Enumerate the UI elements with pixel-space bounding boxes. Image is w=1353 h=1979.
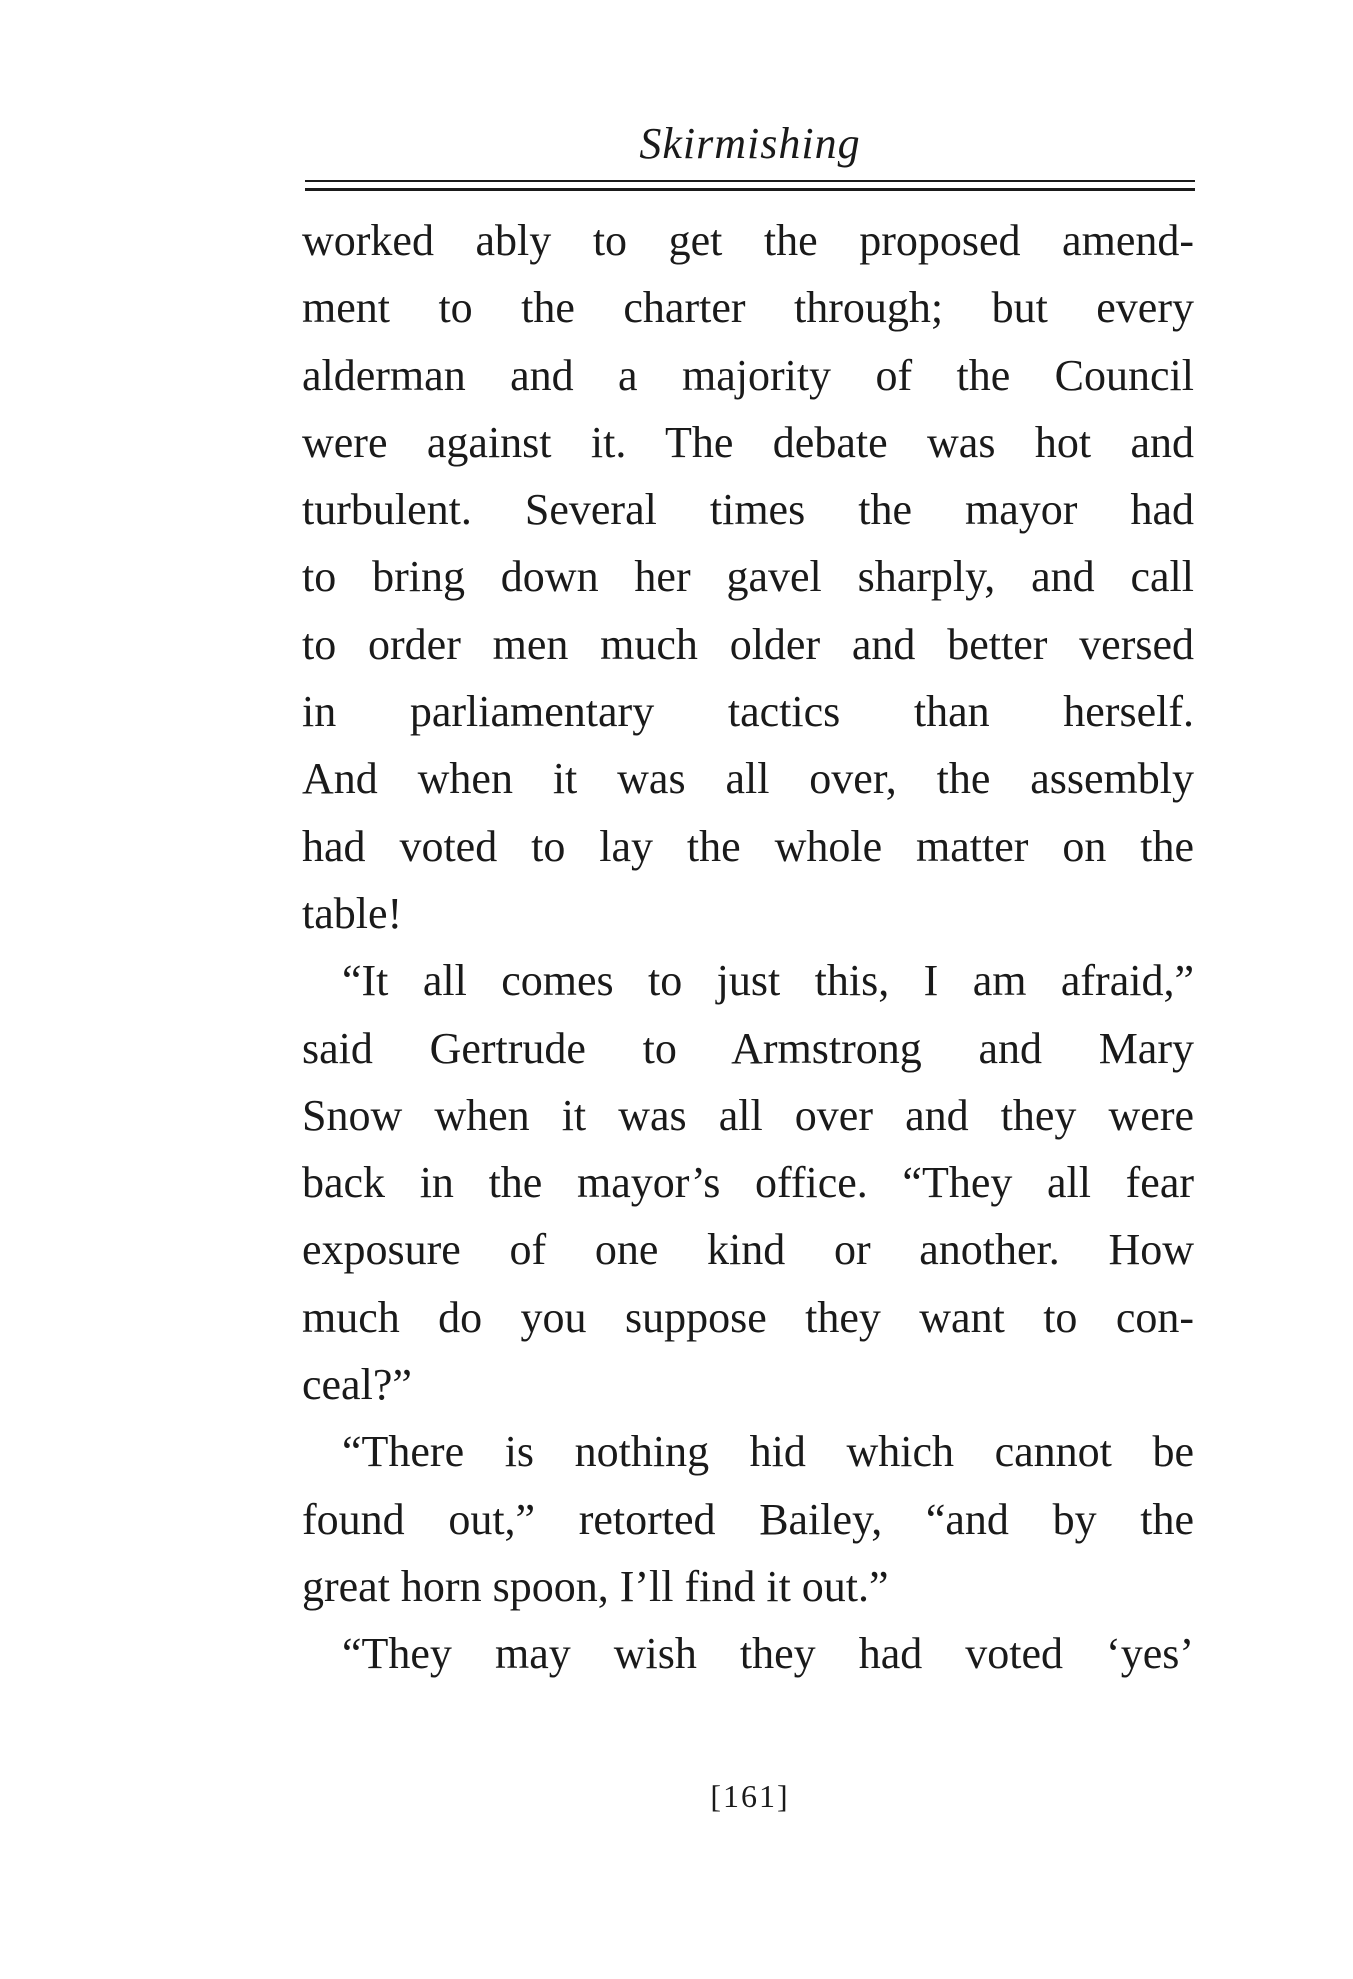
text-line: ment to the charter through; but every <box>302 283 1194 333</box>
text-line: turbulent. Several times the mayor had <box>302 485 1194 535</box>
text-line: to bring down her gavel sharply, and call <box>302 552 1194 602</box>
text-line: worked ably to get the proposed amend- <box>302 216 1194 265</box>
text-line: great horn spoon, I’ll find it out.” <box>302 1561 889 1611</box>
text-line: much do you suppose they want to con- <box>302 1292 1194 1342</box>
text-line: Snow when it was all over and they were <box>302 1090 1194 1140</box>
text-line: alderman and a majority of the Council <box>302 350 1194 400</box>
text-line: to order men much older and better versed <box>302 619 1194 669</box>
text-line: back in the mayor’s office. “They all fear <box>302 1158 1194 1208</box>
header-rule-bottom <box>305 188 1195 191</box>
text-line: “They may wish they had voted ‘yes’ <box>342 1629 1194 1679</box>
text-line: were against it. The debate was hot and <box>302 417 1194 467</box>
header-rule-top <box>305 180 1195 182</box>
text-line: said Gertrude to Armstrong and Mary <box>302 1023 1194 1073</box>
text-line: ceal?” <box>302 1360 412 1410</box>
text-line: had voted to lay the whole matter on the <box>302 821 1194 871</box>
running-head: Skirmishing <box>639 119 861 168</box>
text-line: “There is nothing hid which cannot be <box>342 1427 1194 1477</box>
text-line: in parliamentary tactics than herself. <box>302 687 1194 737</box>
page-number: [161] <box>710 1778 790 1814</box>
text-line: exposure of one kind or another. How <box>302 1225 1194 1275</box>
text-line: found out,” retorted Bailey, “and by the <box>302 1494 1194 1544</box>
text-line: table! <box>302 888 403 938</box>
text-line: “It all comes to just this, I am afraid,” <box>342 956 1194 1006</box>
text-line: And when it was all over, the assembly <box>302 754 1194 804</box>
body-text <box>302 207 1194 1688</box>
